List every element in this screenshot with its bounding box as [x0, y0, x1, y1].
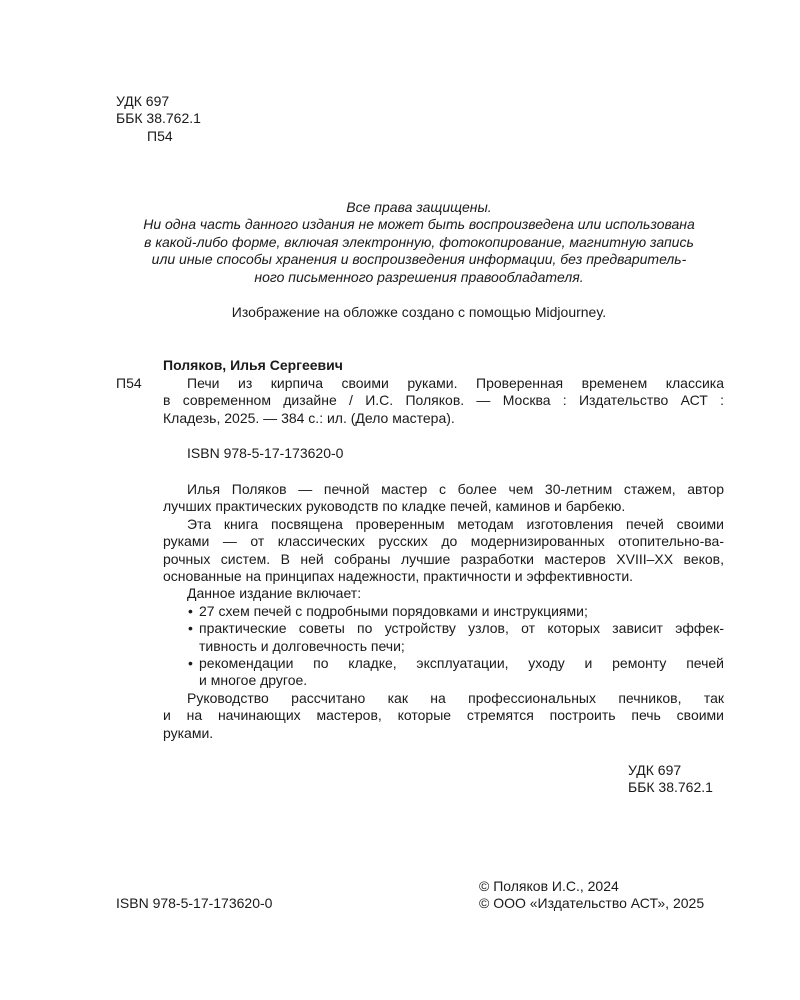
copyright-author: © Поляков И.С., 2024 — [479, 878, 619, 894]
list-item — [163, 620, 724, 637]
catalog-record — [163, 375, 724, 427]
bullet-icon: • — [188, 602, 193, 619]
udk-code: УДК 697 — [116, 93, 170, 109]
catalog-mark: П54 — [116, 375, 142, 391]
rights-line: в какой-либо форме, включая электронную, фотокопирование, магнитную запись — [144, 233, 694, 250]
list-item — [163, 603, 724, 620]
annotation-line: Руководство рассчитано как на профессиональных печников, так — [187, 689, 724, 706]
annotation-line: Илья Поляков — печной мастер с более чем 30-летним стажем, автор — [187, 481, 724, 497]
bbk-code: ББК 38.762.1 — [116, 110, 201, 127]
classification-codes-top — [116, 93, 201, 145]
copyright-block — [479, 878, 704, 913]
rights-line: Ни одна часть данного издания не может быть воспроизведена или использована — [143, 216, 695, 233]
copyright-publisher: © ООО «Издательство АСТ», 2025 — [479, 895, 705, 912]
annotation-line: лучших практических руководств по кладке печей, каминов и барбекю. — [163, 498, 626, 515]
udk-code: УДК 697 — [628, 762, 682, 778]
annotation-line: основанные на принципах надежности, практичности и эффективности. — [163, 568, 634, 585]
rights-notice — [112, 199, 726, 286]
author-mark: П54 — [147, 127, 173, 144]
record-line: Печи из кирпича своими руками. Проверенная временем классика — [187, 375, 724, 391]
bullet-icon: • — [188, 620, 193, 637]
rights-line: ного письменного разрешения правообладателя. — [254, 268, 584, 285]
annotation-line: Эта книга посвящена проверенным методам изготовления печей своими — [187, 515, 724, 532]
list-item-text: рекомендации по кладке, эксплуатации, уходу и ремонту печей — [199, 655, 724, 672]
annotation-line: руками — от классических русских до модернизированных отопительно-ва- — [163, 533, 724, 550]
annotation-intro: Данное издание включает: — [187, 585, 362, 602]
list-item-text: и многое другое. — [199, 672, 308, 689]
annotation — [163, 481, 724, 742]
catalog-author: Поляков, Илья Сергеевич — [163, 357, 343, 373]
catalog-isbn: ISBN 978-5-17-173620-0 — [187, 445, 344, 461]
rights-line: или иные способы хранения и воспроизведения информации, без предваритель- — [151, 251, 687, 268]
annotation-line: руками. — [163, 724, 214, 741]
classification-codes-bottom — [628, 762, 713, 797]
record-line: Кладезь, 2025. — 384 с.: ил. (Дело мастера). — [163, 409, 455, 426]
list-item-text: 27 схем печей с подробными порядовками и инструкциями; — [199, 602, 588, 619]
record-line: в современном дизайне / И.С. Поляков. — Москва : Издательство АСТ : — [163, 392, 724, 409]
list-item-text: практические советы по устройству узлов, от которых зависит эффек- — [199, 620, 724, 637]
rights-line: Все права защищены. — [346, 199, 492, 215]
cover-image-note: Изображение на обложке создано с помощью Midjourney. — [231, 304, 607, 320]
list-item — [163, 655, 724, 672]
annotation-line: рочных систем. В ней собраны лучшие разработки мастеров XVIII–XX веков, — [163, 550, 724, 567]
bbk-code: ББК 38.762.1 — [628, 779, 713, 796]
list-item-text: тивность и долговечность печи; — [199, 637, 405, 654]
footer-isbn: ISBN 978-5-17-173620-0 — [116, 895, 273, 911]
annotation-line: и на начинающих мастеров, которые стремятся построить печь своими — [163, 707, 724, 724]
bullet-icon: • — [188, 655, 193, 672]
